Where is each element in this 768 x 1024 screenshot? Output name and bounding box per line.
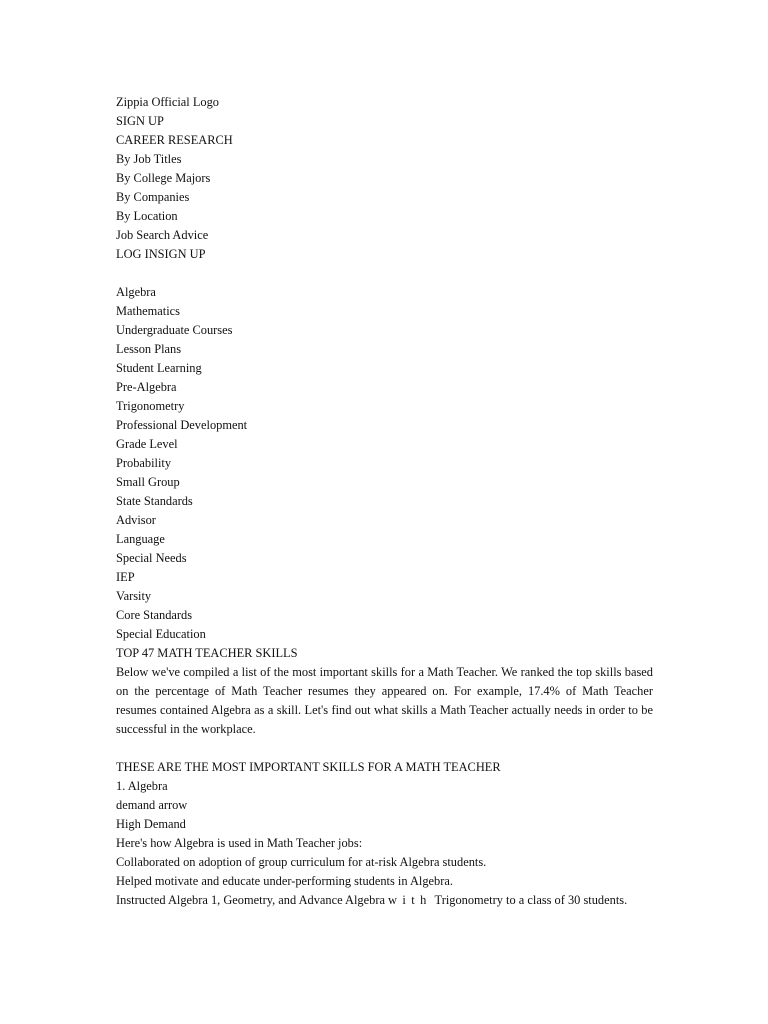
skill-tag[interactable]: Student Learning [116, 361, 202, 375]
skill-tag-list [116, 283, 653, 644]
nav-item-companies[interactable]: By Companies [116, 190, 190, 204]
career-research-menu[interactable]: CAREER RESEARCH [116, 133, 233, 147]
spacer [116, 264, 653, 283]
top-skills-intro: Below we've compiled a list of the most important skills for a Math Teacher. We ranked the top skills based on the percentage of Math Teacher resumes they appeared on. For example, 17.4% of Math Teacher resumes contained Algebra as a skill. Let's find out what skills a Math Teacher actually needs in order to be successful in the workplace. [116, 665, 653, 736]
skill-tag[interactable]: State Standards [116, 494, 193, 508]
skill-tag[interactable]: Lesson Plans [116, 342, 182, 356]
nav-sign-up-link[interactable]: SIGN UP [157, 247, 206, 261]
nav-item-college-majors[interactable]: By College Majors [116, 171, 211, 185]
demand-arrow-icon: demand arrow [116, 798, 188, 812]
zippia-logo[interactable]: Zippia Official Logo [116, 95, 219, 109]
skill-tag[interactable]: Core Standards [116, 608, 193, 622]
skill-tag[interactable]: Probability [116, 456, 172, 470]
usage-intro: Here's how Algebra is used in Math Teacher jobs: [116, 836, 363, 850]
document-body [116, 93, 653, 910]
top-skills-heading: TOP 47 MATH TEACHER SKILLS [116, 646, 298, 660]
nav-item-job-search-advice[interactable]: Job Search Advice [116, 228, 209, 242]
usage-example: Collaborated on adoption of group curriculum for at-risk Algebra students. [116, 855, 487, 869]
skill-tag[interactable]: Pre-Algebra [116, 380, 177, 394]
skill-tag[interactable]: Varsity [116, 589, 152, 603]
skill-tag[interactable]: Trigonometry [116, 399, 185, 413]
skill-tag[interactable]: Algebra [116, 285, 156, 299]
skill-tag[interactable]: Undergraduate Courses [116, 323, 233, 337]
skill-tag[interactable]: IEP [116, 570, 135, 584]
header-sign-up-link[interactable]: SIGN UP [116, 114, 164, 128]
skill-title[interactable]: 1. Algebra [116, 779, 168, 793]
usage-example-spaced-word: with [388, 893, 432, 907]
skill-tag[interactable]: Special Needs [116, 551, 187, 565]
usage-example: Helped motivate and educate under-performing students in Algebra. [116, 874, 453, 888]
skill-tag[interactable]: Advisor [116, 513, 156, 527]
nav-item-location[interactable]: By Location [116, 209, 178, 223]
skill-tag[interactable]: Mathematics [116, 304, 180, 318]
skill-tag[interactable]: Language [116, 532, 165, 546]
demand-level: High Demand [116, 817, 186, 831]
log-in-link[interactable]: LOG IN [116, 247, 158, 261]
spacer [116, 739, 653, 758]
skill-tag[interactable]: Professional Development [116, 418, 248, 432]
skill-tag[interactable]: Small Group [116, 475, 180, 489]
usage-example-start: Instructed Algebra 1, Geometry, and Advance Algebra [116, 893, 389, 907]
usage-example [116, 891, 653, 910]
most-important-heading: THESE ARE THE MOST IMPORTANT SKILLS FOR A MATH TEACHER [116, 760, 501, 774]
nav-item-job-titles[interactable]: By Job Titles [116, 152, 182, 166]
usage-example-end: Trigonometry to a class of 30 students. [431, 893, 628, 907]
skill-tag[interactable]: Special Education [116, 627, 206, 641]
skill-tag[interactable]: Grade Level [116, 437, 178, 451]
auth-links [116, 245, 653, 264]
